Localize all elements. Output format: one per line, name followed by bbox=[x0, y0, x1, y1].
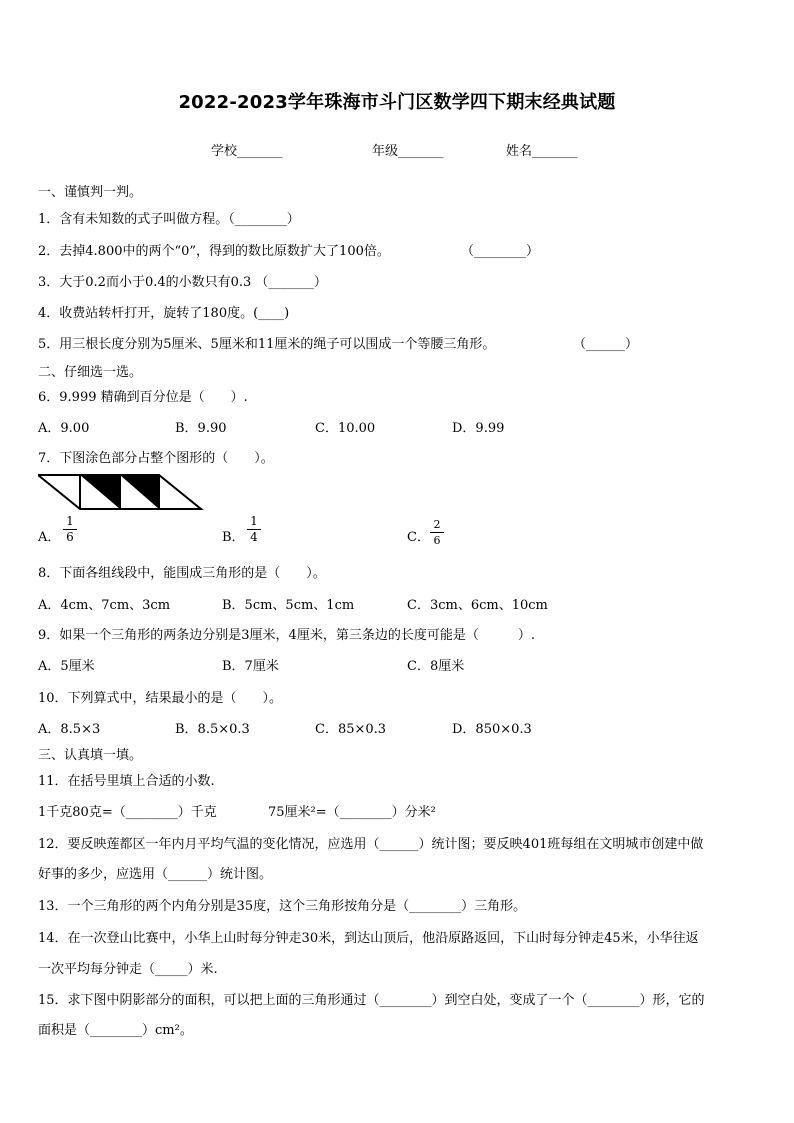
q9-option-c: C．8厘米 bbox=[407, 659, 465, 674]
q6-option-b: B．9.90 bbox=[175, 421, 227, 436]
question-9: 9．如果一个三角形的两条边分别是3厘米，4厘米，第三条边的长度可能是（ ）. bbox=[38, 628, 535, 643]
question-13: 13．一个三角形的两个内角分别是35度，这个三角形按角分是（________）三角形。 bbox=[38, 899, 527, 914]
question-6: 6．9.999 精确到百分位是（ ）. bbox=[38, 390, 248, 405]
q6-option-c: C．10.00 bbox=[315, 421, 376, 436]
q8-option-a: A．4cm、7cm、3cm bbox=[38, 598, 171, 613]
question-3: 3．大于0.2而小于0.4的小数只有0.3 （_______） bbox=[38, 275, 327, 290]
question-12-line-2: 好事的多少，应选用（______）统计图。 bbox=[38, 867, 273, 882]
question-15-line-2: 面积是（________）cm²。 bbox=[38, 1023, 193, 1038]
section-1-heading: 一、谨慎判一判。 bbox=[38, 185, 143, 200]
fraction-numerator: 1 bbox=[247, 514, 261, 530]
q7-option-b-fraction bbox=[247, 514, 261, 545]
q7-option-a-label: A． bbox=[38, 530, 61, 545]
q6-option-a: A．9.00 bbox=[38, 421, 90, 436]
question-11: 11．在括号里填上合适的小数. bbox=[38, 774, 215, 789]
question-5: 5．用三根长度分别为5厘米、5厘米和11厘米的绳子可以围成一个等腰三角形。 bbox=[38, 337, 496, 352]
q9-option-a: A．5厘米 bbox=[38, 659, 95, 674]
school-field: 学校_______ bbox=[211, 144, 283, 159]
section-2-heading: 二、仔细选一选。 bbox=[38, 365, 143, 380]
question-14-line-1: 14．在一次登山比赛中，小华上山时每分钟走30米，到达山顶后，他沿原路返回，下山时每分钟走45米，小华往返 bbox=[38, 931, 699, 946]
page-title: 2022-2023学年珠海市斗门区数学四下期末经典试题 bbox=[178, 92, 616, 113]
section-3-heading: 三、认真填一填。 bbox=[38, 748, 143, 763]
fraction-denominator: 6 bbox=[66, 530, 74, 544]
question-2-blank: （________） bbox=[461, 244, 540, 259]
fraction-denominator: 4 bbox=[250, 530, 258, 544]
question-15-line-1: 15．求下图中阴影部分的面积，可以把上面的三角形通过（________）到空白处，变成了一个（________）形，它的 bbox=[38, 993, 705, 1008]
q6-option-d: D．9.99 bbox=[452, 421, 505, 436]
question-10: 10．下列算式中，结果最小的是（ ）。 bbox=[38, 691, 283, 706]
fraction-numerator: 1 bbox=[63, 514, 77, 530]
question-4: 4．收费站转杆打开，旋转了180度。(____) bbox=[38, 306, 290, 321]
q10-option-d: D．850×0.3 bbox=[452, 722, 532, 737]
question-1: 1．含有未知数的式子叫做方程。（________） bbox=[38, 212, 300, 227]
question-11-part-b: 75厘米²=（________）分米² bbox=[268, 805, 436, 820]
grade-field: 年级_______ bbox=[372, 144, 444, 159]
question-2: 2．去掉4.800中的两个“0”，得到的数比原数扩大了100倍。 bbox=[38, 244, 390, 259]
question-7: 7．下图涂色部分占整个图形的（ ）。 bbox=[38, 451, 274, 466]
q9-option-b: B．7厘米 bbox=[222, 659, 279, 674]
q8-option-b: B．5cm、5cm、1cm bbox=[222, 598, 355, 613]
q7-option-c-label: C． bbox=[407, 530, 430, 545]
question-14-line-2: 一次平均每分钟走（_____）米. bbox=[38, 962, 218, 977]
question-11-part-a: 1千克80克=（________）千克 bbox=[38, 805, 217, 820]
question-8: 8．下面各组线段中，能围成三角形的是（ ）。 bbox=[38, 566, 326, 581]
question-12-line-1: 12．要反映莲都区一年内月平均气温的变化情况，应选用（______）统计图；要反映401班每组在文明城市创建中做 bbox=[38, 837, 704, 852]
fraction-numerator: 2 bbox=[430, 517, 444, 533]
name-field: 姓名_______ bbox=[506, 144, 578, 159]
parallelogram-figure bbox=[38, 474, 204, 510]
q10-option-c: C．85×0.3 bbox=[315, 722, 387, 737]
q7-option-c-fraction bbox=[430, 517, 444, 548]
fraction-denominator: 6 bbox=[433, 534, 441, 547]
q7-option-b-label: B． bbox=[222, 530, 245, 545]
q7-option-a-fraction bbox=[63, 514, 77, 545]
q10-option-a: A．8.5×3 bbox=[38, 722, 101, 737]
question-5-blank: （______） bbox=[573, 337, 639, 352]
q10-option-b: B．8.5×0.3 bbox=[175, 722, 250, 737]
q8-option-c: C．3cm、6cm、10cm bbox=[407, 598, 548, 613]
